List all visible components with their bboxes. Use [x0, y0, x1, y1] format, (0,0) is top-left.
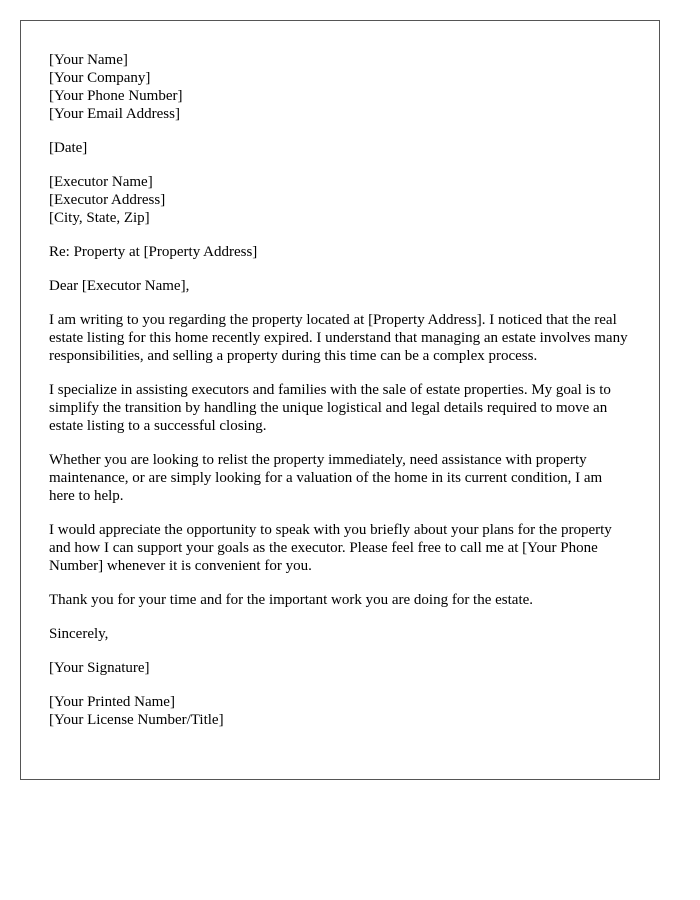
- closing: Sincerely,: [49, 626, 109, 642]
- recipient-address: [Executor Address]: [49, 192, 166, 208]
- letter-page: [20, 20, 660, 780]
- subject-block: [49, 243, 631, 261]
- printed-name: [Your Printed Name]: [49, 694, 175, 710]
- date-block: [49, 139, 631, 157]
- sender-company: [Your Company]: [49, 70, 151, 86]
- body-paragraph-2: I specialize in assisting executors and families with the sale of estate properties. My goal is to simplify the transition by handling the unique logistical and legal details required to move an estate listing to a successful closing.: [49, 382, 611, 434]
- license-title: [Your License Number/Title]: [49, 712, 224, 728]
- closing-block: [49, 625, 631, 643]
- sender-name: [Your Name]: [49, 52, 128, 68]
- sender-email: [Your Email Address]: [49, 106, 180, 122]
- body-paragraph-3: Whether you are looking to relist the property immediately, need assistance with property maintenance, or are simply looking for a valuation of the home in its current condition, I am here to help.: [49, 452, 603, 504]
- recipient-name: [Executor Name]: [49, 174, 153, 190]
- recipient-city-state-zip: [City, State, Zip]: [49, 210, 150, 226]
- signature-placeholder: [Your Signature]: [49, 660, 150, 676]
- recipient-block: [49, 173, 631, 227]
- body-paragraph-4: I would appreciate the opportunity to speak with you briefly about your plans for the property and how I can support your goals as the executor. Please feel free to call me at [Your Phone Number] whenever it is convenient for you.: [49, 522, 612, 574]
- sender-block: [49, 51, 631, 123]
- letter-date: [Date]: [49, 140, 88, 156]
- body-paragraph-5: Thank you for your time and for the important work you are doing for the estate.: [49, 592, 534, 608]
- subject-line: Re: Property at [Property Address]: [49, 244, 258, 260]
- signoff-block: [49, 693, 631, 729]
- body-paragraph-1: I am writing to you regarding the property located at [Property Address]. I noticed that the real estate listing for this home recently expired. I understand that managing an estate involves many responsibilities, and selling a property during this time can be a complex process.: [49, 312, 628, 364]
- signature-block: [49, 659, 631, 677]
- salutation: Dear [Executor Name],: [49, 278, 190, 294]
- sender-phone: [Your Phone Number]: [49, 88, 183, 104]
- salutation-block: [49, 277, 631, 295]
